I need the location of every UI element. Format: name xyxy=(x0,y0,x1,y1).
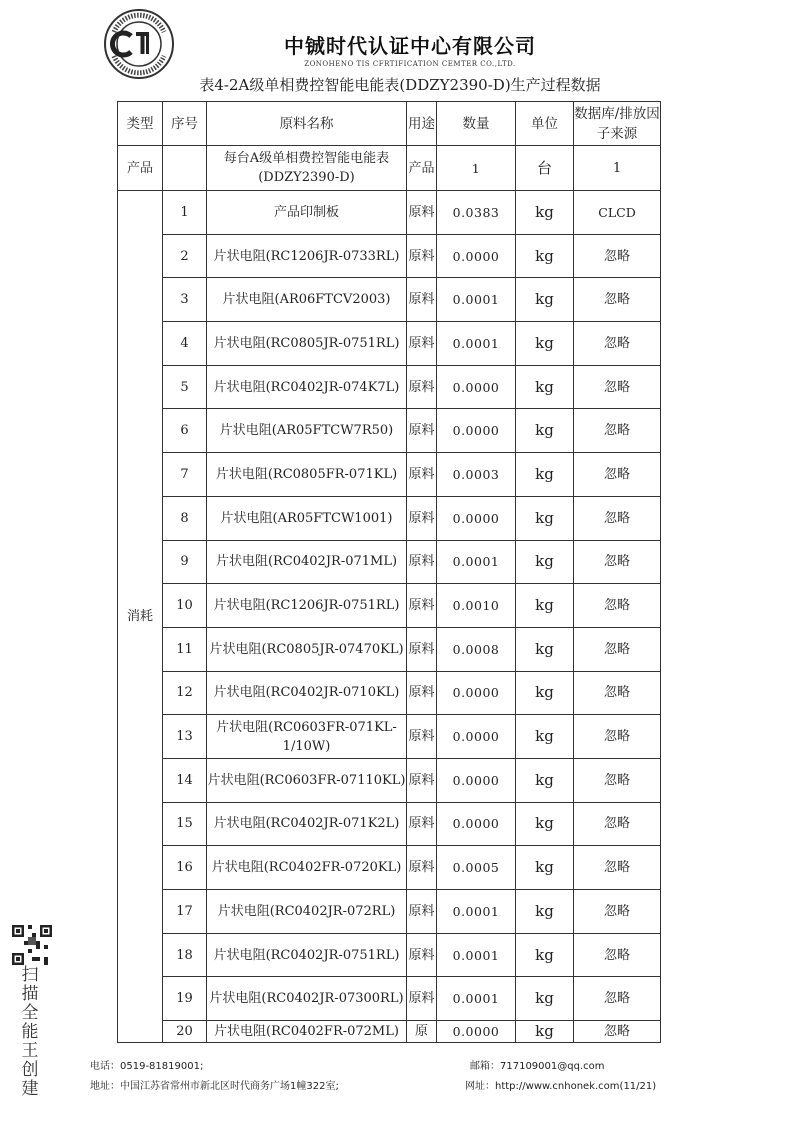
cell-name: 片状电阻(AR05FTCW1001) xyxy=(207,496,407,540)
cell-source: 1 xyxy=(574,146,661,191)
cell-source: 忽略 xyxy=(574,977,661,1021)
cell-name: 片状电阻(AR06FTCV2003) xyxy=(207,278,407,322)
cell-index: 17 xyxy=(163,890,207,934)
cell-use: 原料 xyxy=(407,365,437,409)
footer-address: 地址：中国江苏省常州市新北区时代商务广场1幢322室; xyxy=(90,1081,339,1092)
cell-unit: kg xyxy=(516,933,574,977)
cell-unit: kg xyxy=(516,802,574,846)
cell-unit: kg xyxy=(516,627,574,671)
cell-index: 14 xyxy=(163,758,207,802)
footer-phone: 电话：0519-81819001; xyxy=(90,1061,204,1072)
cell-name: 片状电阻(RC0402JR-0710KL) xyxy=(207,671,407,715)
cell-index: 20 xyxy=(163,1021,207,1043)
table-row xyxy=(118,322,661,366)
cell-source: 忽略 xyxy=(574,584,661,628)
cell-name: 每台A级单相费控智能电能表(DDZY2390-D) xyxy=(207,146,407,191)
cell-qty: 0.0001 xyxy=(437,977,516,1021)
cell-unit: kg xyxy=(516,1021,574,1043)
cell-qty: 0.0000 xyxy=(437,802,516,846)
cell-source: 忽略 xyxy=(574,365,661,409)
table-row xyxy=(118,234,661,278)
cell-source: 忽略 xyxy=(574,278,661,322)
table-row xyxy=(118,715,661,759)
cell-source: 忽略 xyxy=(574,802,661,846)
cell-qty: 0.0000 xyxy=(437,234,516,278)
cell-index: 15 xyxy=(163,802,207,846)
header-name: 原料名称 xyxy=(207,102,407,146)
table-row xyxy=(118,758,661,802)
cell-unit: kg xyxy=(516,365,574,409)
cell-source: 忽略 xyxy=(574,758,661,802)
cell-use: 原料 xyxy=(407,977,437,1021)
cell-unit: kg xyxy=(516,409,574,453)
cell-unit: kg xyxy=(516,584,574,628)
table-row xyxy=(118,584,661,628)
cell-name: 片状电阻(AR05FTCW7R50) xyxy=(207,409,407,453)
cell-index: 2 xyxy=(163,234,207,278)
cell-name: 片状电阻(RC0402JR-0751RL) xyxy=(207,933,407,977)
cell-source: 忽略 xyxy=(574,933,661,977)
cell-unit: kg xyxy=(516,496,574,540)
production-data-table xyxy=(117,101,661,1043)
cell-name: 片状电阻(RC0402JR-074K7L) xyxy=(207,365,407,409)
cell-source: 忽略 xyxy=(574,715,661,759)
cell-use: 原料 xyxy=(407,933,437,977)
cell-qty: 0.0000 xyxy=(437,715,516,759)
cell-qty: 0.0003 xyxy=(437,453,516,497)
cell-name: 产品印制板 xyxy=(207,191,407,235)
header-use: 用途 xyxy=(407,102,437,146)
cell-qty: 0.0000 xyxy=(437,1021,516,1043)
cell-qty: 0.0001 xyxy=(437,540,516,584)
cell-qty: 0.0008 xyxy=(437,627,516,671)
cell-name: 片状电阻(RC0402FR-072ML) xyxy=(207,1021,407,1043)
cell-name: 片状电阻(RC1206JR-0733RL) xyxy=(207,234,407,278)
cell-index: 6 xyxy=(163,409,207,453)
cell-qty: 0.0001 xyxy=(437,933,516,977)
cell-name: 片状电阻(RC0603FR-07110KL) xyxy=(207,758,407,802)
cell-source: CLCD xyxy=(574,191,661,235)
cell-source: 忽略 xyxy=(574,540,661,584)
cell-use: 原料 xyxy=(407,496,437,540)
table-row xyxy=(118,846,661,890)
table-row xyxy=(118,409,661,453)
cell-source: 忽略 xyxy=(574,1021,661,1043)
cell-source: 忽略 xyxy=(574,496,661,540)
cell-unit: kg xyxy=(516,715,574,759)
cell-use: 产品 xyxy=(407,146,437,191)
cell-name: 片状电阻(RC1206JR-0751RL) xyxy=(207,584,407,628)
cell-use: 原料 xyxy=(407,802,437,846)
cell-source: 忽略 xyxy=(574,671,661,715)
cell-qty: 0.0000 xyxy=(437,496,516,540)
table-row xyxy=(118,496,661,540)
cell-qty: 0.0000 xyxy=(437,758,516,802)
cell-index: 4 xyxy=(163,322,207,366)
cell-name: 片状电阻(RC0805JR-0751RL) xyxy=(207,322,407,366)
cell-unit: kg xyxy=(516,846,574,890)
cell-unit: kg xyxy=(516,278,574,322)
header-qty: 数量 xyxy=(437,102,516,146)
table-row xyxy=(118,933,661,977)
cell-source: 忽略 xyxy=(574,453,661,497)
cell-use: 原料 xyxy=(407,322,437,366)
cell-use: 原料 xyxy=(407,890,437,934)
header-index: 序号 xyxy=(163,102,207,146)
company-english-name: ZONOHENO TIS CFRTIFICATION CEMTER CO.,LTD. xyxy=(304,60,516,68)
table-row xyxy=(118,540,661,584)
cell-qty: 0.0005 xyxy=(437,846,516,890)
cell-name: 片状电阻(RC0402JR-07300RL) xyxy=(207,977,407,1021)
cell-use: 原料 xyxy=(407,846,437,890)
cell-index: 12 xyxy=(163,671,207,715)
cell-index: 1 xyxy=(163,191,207,235)
cell-unit: kg xyxy=(516,453,574,497)
cell-use: 原料 xyxy=(407,234,437,278)
cell-use: 原料 xyxy=(407,715,437,759)
cell-index: 8 xyxy=(163,496,207,540)
cell-index: 5 xyxy=(163,365,207,409)
table-row xyxy=(118,278,661,322)
cell-name: 片状电阻(RC0805FR-071KL) xyxy=(207,453,407,497)
cell-unit: kg xyxy=(516,191,574,235)
cell-unit: kg xyxy=(516,322,574,366)
table-row xyxy=(118,191,661,235)
cell-unit: kg xyxy=(516,540,574,584)
cell-qty: 0.0383 xyxy=(437,191,516,235)
company-logo xyxy=(100,8,178,80)
cell-use: 原料 xyxy=(407,191,437,235)
product-row xyxy=(118,146,661,191)
header-unit: 单位 xyxy=(516,102,574,146)
cell-source: 忽略 xyxy=(574,234,661,278)
cell-name: 片状电阻(RC0402FR-0720KL) xyxy=(207,846,407,890)
table-row xyxy=(118,627,661,671)
cell-use: 原料 xyxy=(407,540,437,584)
cell-qty: 0.0010 xyxy=(437,584,516,628)
cell-name: 片状电阻(RC0402JR-071ML) xyxy=(207,540,407,584)
cell-unit: 台 xyxy=(516,146,574,191)
table-row xyxy=(118,890,661,934)
table-title: 表4-2A级单相费控智能电能表(DDZY2390-D)生产过程数据 xyxy=(199,76,601,94)
cell-qty: 0.0001 xyxy=(437,278,516,322)
footer-email: 邮箱：717109001@qq.com xyxy=(470,1061,605,1072)
cell-index: 19 xyxy=(163,977,207,1021)
table-header-row xyxy=(118,102,661,146)
cell-source: 忽略 xyxy=(574,627,661,671)
cell-use: 原料 xyxy=(407,584,437,628)
cell-index: 18 xyxy=(163,933,207,977)
cell-unit: kg xyxy=(516,758,574,802)
company-name: 中铖时代认证中心有限公司 xyxy=(284,34,536,58)
cell-name: 片状电阻(RC0402JR-071K2L) xyxy=(207,802,407,846)
cell-source: 忽略 xyxy=(574,890,661,934)
table-row xyxy=(118,977,661,1021)
cell-source: 忽略 xyxy=(574,846,661,890)
cell-type-consume: 消耗 xyxy=(118,191,163,1043)
cell-index: 9 xyxy=(163,540,207,584)
cell-qty: 0.0000 xyxy=(437,409,516,453)
cell-unit: kg xyxy=(516,234,574,278)
cell-name: 片状电阻(RC0402JR-072RL) xyxy=(207,890,407,934)
header-type: 类型 xyxy=(118,102,163,146)
table-row xyxy=(118,802,661,846)
table-row xyxy=(118,453,661,497)
qr-code-icon xyxy=(12,925,52,965)
cell-unit: kg xyxy=(516,890,574,934)
cell-use: 原料 xyxy=(407,758,437,802)
cell-use: 原 xyxy=(407,1021,437,1043)
cell-use: 原料 xyxy=(407,409,437,453)
cell-index xyxy=(163,146,207,191)
header-source: 数据库/排放因子来源 xyxy=(574,102,661,146)
cell-index: 3 xyxy=(163,278,207,322)
cell-source: 忽略 xyxy=(574,409,661,453)
cell-unit: kg xyxy=(516,977,574,1021)
cell-index: 10 xyxy=(163,584,207,628)
table-row xyxy=(118,365,661,409)
cell-qty: 0.0000 xyxy=(437,365,516,409)
table-row xyxy=(118,671,661,715)
cell-type: 产品 xyxy=(118,146,163,191)
cell-index: 11 xyxy=(163,627,207,671)
cell-use: 原料 xyxy=(407,627,437,671)
cell-qty: 0.0001 xyxy=(437,322,516,366)
cell-qty: 0.0001 xyxy=(437,890,516,934)
scanner-watermark-text: 扫描全能王创建 xyxy=(21,965,39,1099)
cell-use: 原料 xyxy=(407,453,437,497)
cell-name: 片状电阻(RC0603FR-071KL-1/10W) xyxy=(207,715,407,759)
cell-unit: kg xyxy=(516,671,574,715)
cell-qty: 0.0000 xyxy=(437,671,516,715)
table-row xyxy=(118,1021,661,1043)
footer-website: 网址：http://www.cnhonek.com(11/21) xyxy=(465,1081,657,1092)
cell-use: 原料 xyxy=(407,671,437,715)
cell-index: 16 xyxy=(163,846,207,890)
cell-index: 7 xyxy=(163,453,207,497)
cell-use: 原料 xyxy=(407,278,437,322)
cell-source: 忽略 xyxy=(574,322,661,366)
cell-index: 13 xyxy=(163,715,207,759)
cell-qty: 1 xyxy=(437,146,516,191)
cell-name: 片状电阻(RC0805JR-07470KL) xyxy=(207,627,407,671)
